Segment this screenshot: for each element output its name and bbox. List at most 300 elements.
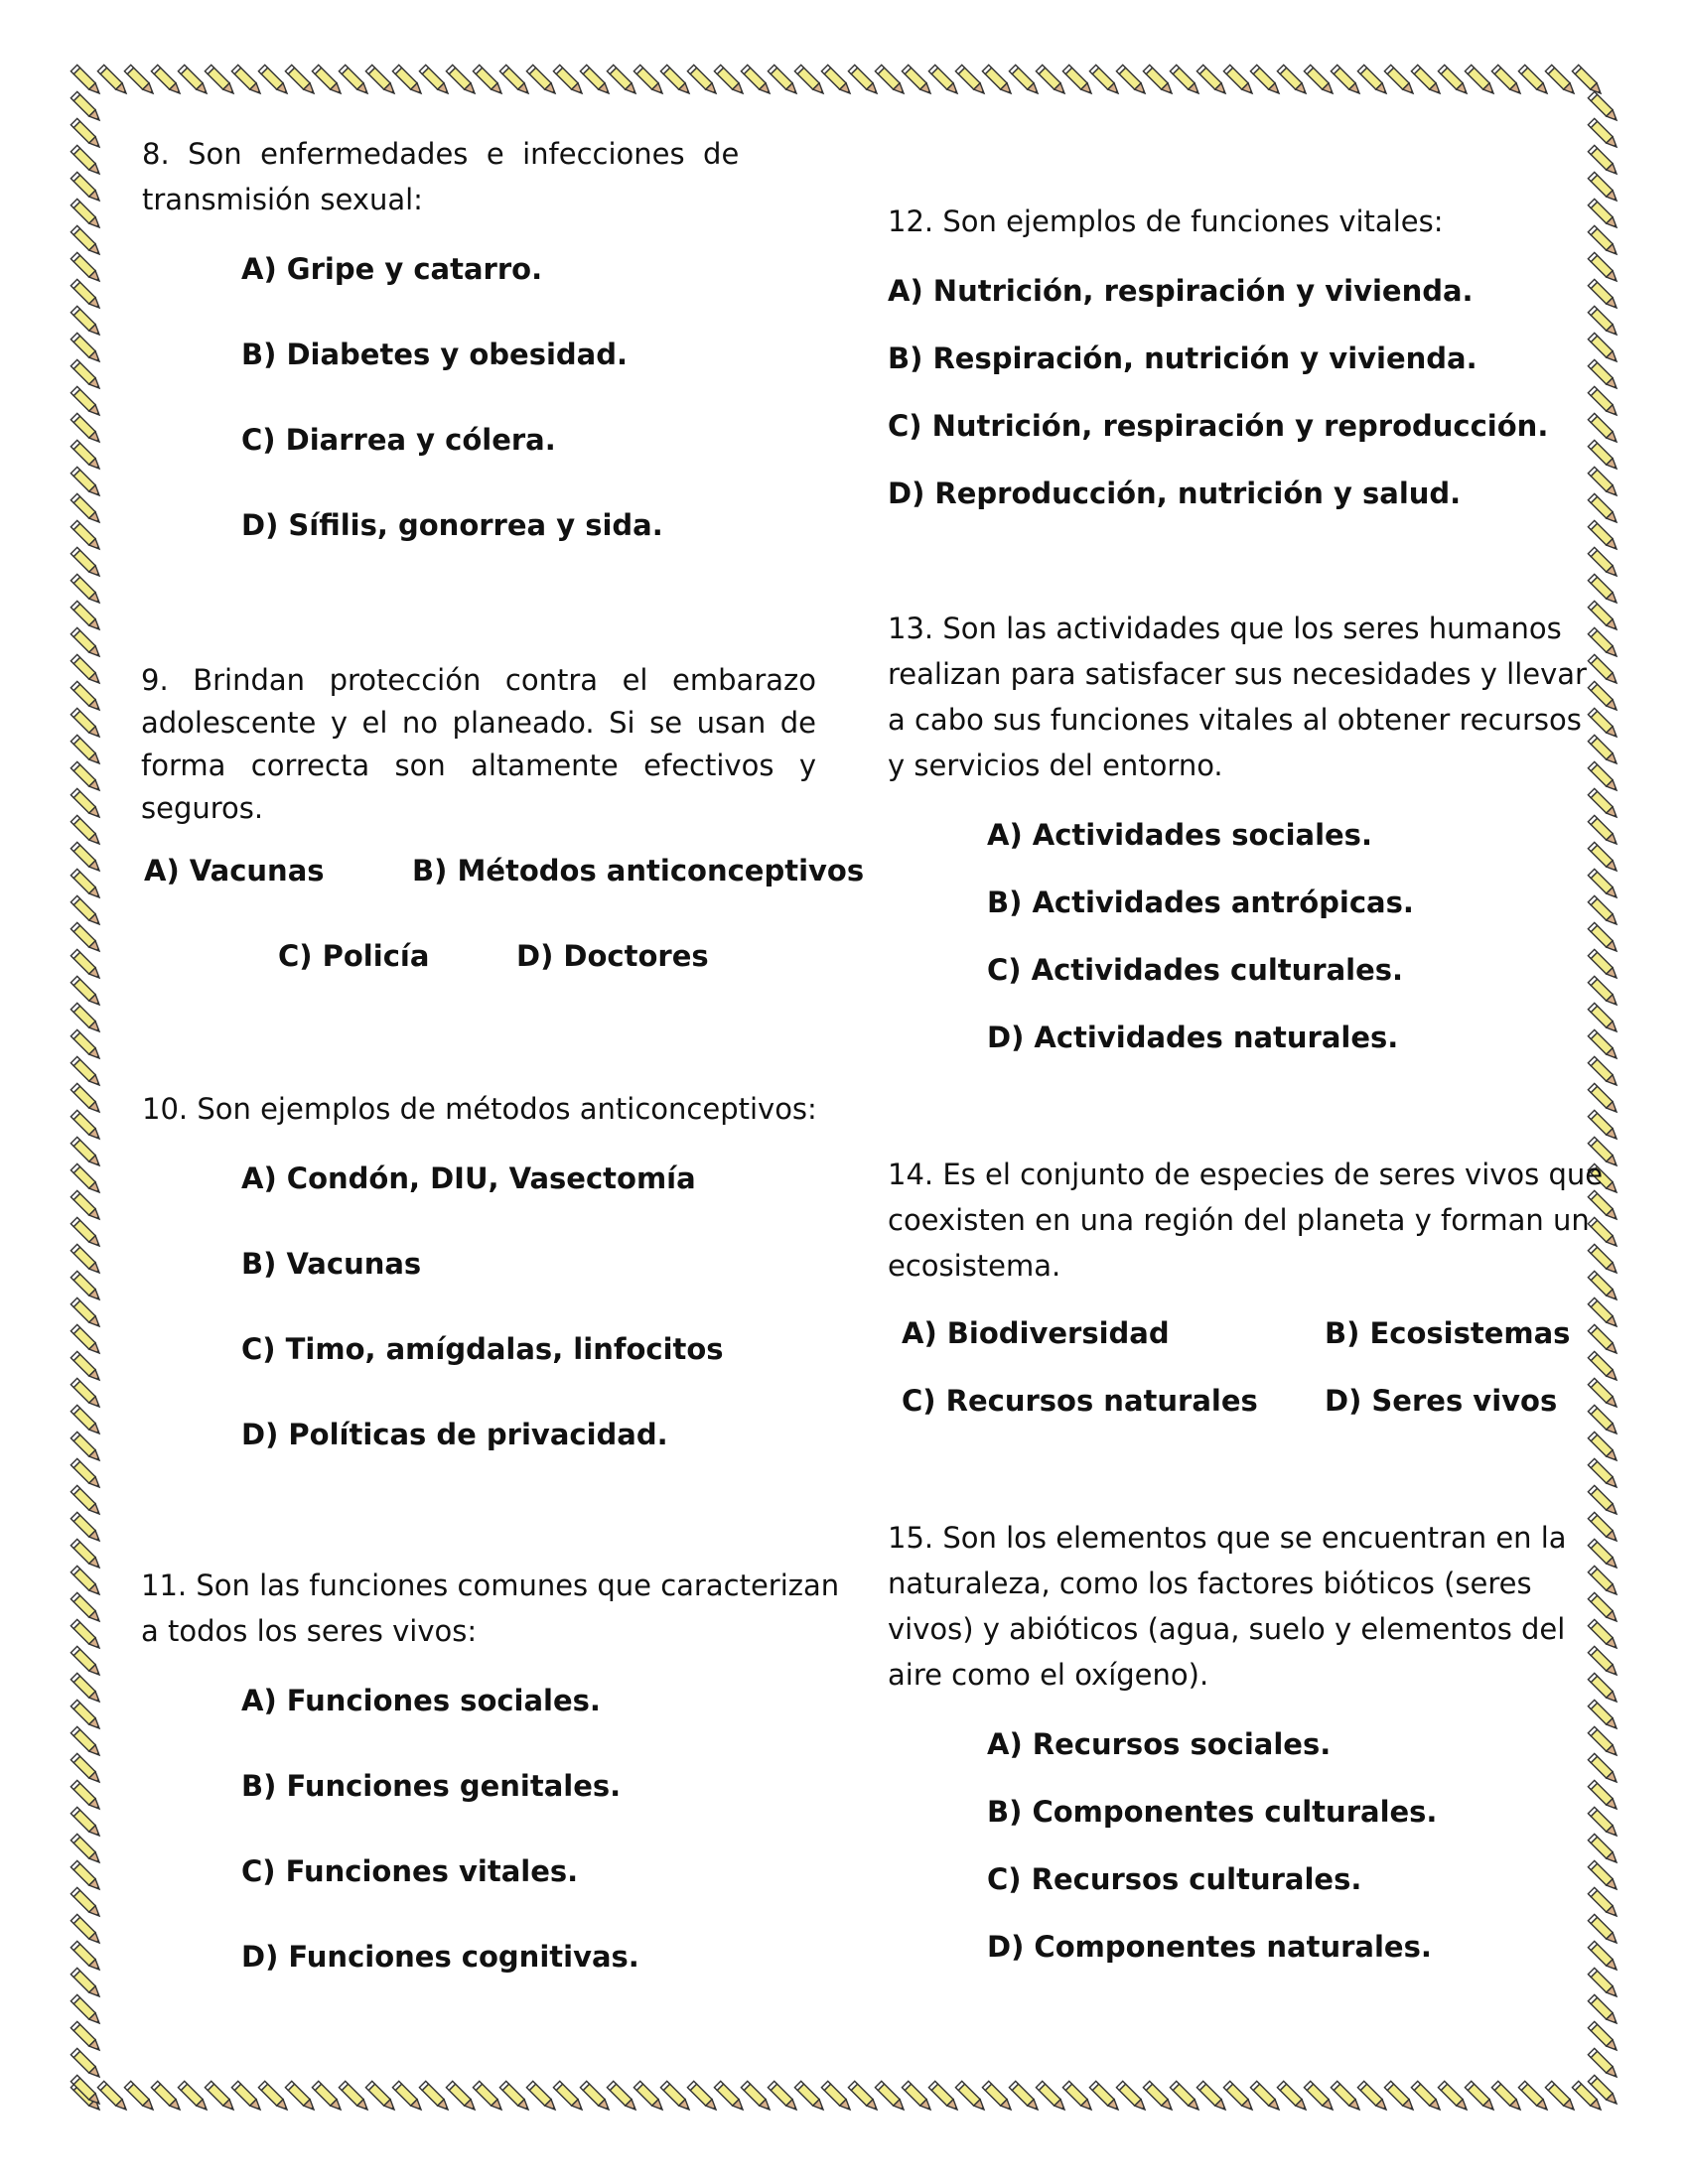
pencil-icon (794, 65, 826, 96)
pencil-icon (70, 547, 102, 579)
pencil-icon (1062, 65, 1094, 96)
question-13-stem-line-4: y servicios del entorno. (888, 749, 1223, 782)
pencil-icon (1277, 2081, 1309, 2113)
question-10-option-b[interactable]: B) Vacunas (241, 1247, 422, 1281)
pencil-icon (1588, 1003, 1619, 1034)
pencil-icon (70, 761, 102, 793)
pencil-icon (1588, 681, 1619, 713)
pencil-icon (1116, 2081, 1148, 2113)
pencil-icon (982, 65, 1014, 96)
pencil-icon (1588, 1994, 1619, 2026)
pencil-icon (124, 65, 156, 96)
pencil-icon (1304, 65, 1336, 96)
pencil-icon (1588, 1941, 1619, 1973)
question-12-option-c[interactable]: C) Nutrición, respiración y reproducción. (888, 409, 1549, 443)
pencil-icon (1357, 2081, 1389, 2113)
pencil-icon (70, 949, 102, 981)
pencil-icon (1588, 1458, 1619, 1490)
pencil-icon (1170, 2081, 1201, 2113)
pencil-icon (70, 306, 102, 338)
pencil-icon (70, 1592, 102, 1624)
question-10-option-d[interactable]: D) Políticas de privacidad. (241, 1418, 668, 1451)
pencil-icon (392, 65, 424, 96)
pencil-icon (1588, 2048, 1619, 2080)
question-15-option-d[interactable]: D) Componentes naturales. (987, 1930, 1432, 1964)
pencil-icon (1588, 1646, 1619, 1678)
pencil-icon (70, 1566, 102, 1597)
question-14-option-b[interactable]: B) Ecosistemas (1325, 1316, 1571, 1350)
pencil-icon (1588, 1512, 1619, 1544)
pencil-icon (70, 1029, 102, 1061)
pencil-icon (1465, 2081, 1496, 2113)
pencil-icon (70, 1271, 102, 1302)
pencil-icon (1588, 1726, 1619, 1758)
pencil-icon (1588, 1297, 1619, 1329)
pencil-icon (1588, 708, 1619, 740)
pencil-icon (70, 118, 102, 150)
pencil-icon (70, 788, 102, 820)
pencil-icon (70, 359, 102, 391)
pencil-icon (526, 65, 558, 96)
pencil-icon (794, 2081, 826, 2113)
pencil-icon (1588, 1271, 1619, 1302)
question-8-option-a[interactable]: A) Gripe y catarro. (241, 252, 543, 286)
pencil-icon (70, 493, 102, 525)
pencil-icon (70, 467, 102, 498)
pencil-icon (1588, 601, 1619, 632)
pencil-icon (1588, 1860, 1619, 1892)
pencil-icon (178, 65, 210, 96)
pencil-icon (1588, 895, 1619, 927)
pencil-icon (70, 1860, 102, 1892)
pencil-icon (1250, 65, 1282, 96)
pencil-icon (1438, 65, 1470, 96)
pencil-icon (70, 413, 102, 445)
pencil-icon (365, 2081, 397, 2113)
pencil-icon (1384, 65, 1416, 96)
pencil-icon (1518, 2081, 1550, 2113)
pencil-icon (1588, 91, 1619, 123)
pencil-icon (70, 681, 102, 713)
pencil-icon (1411, 65, 1443, 96)
pencil-icon (70, 1619, 102, 1651)
pencil-icon (70, 842, 102, 874)
pencil-icon (1588, 1807, 1619, 1839)
question-15-stem-line-2: naturaleza, como los factores bióticos (seres (888, 1567, 1532, 1600)
pencil-icon (231, 2081, 263, 2113)
pencil-icon (1588, 145, 1619, 177)
pencil-icon (70, 869, 102, 900)
pencil-icon (1588, 2021, 1619, 2053)
pencil-icon (1588, 306, 1619, 338)
pencil-icon (258, 2081, 290, 2113)
question-11-option-a[interactable]: A) Funciones sociales. (241, 1684, 601, 1717)
pencil-icon (70, 1726, 102, 1758)
pencil-icon (70, 1807, 102, 1839)
pencil-icon (1588, 788, 1619, 820)
pencil-icon (70, 627, 102, 659)
question-10-option-a[interactable]: A) Condón, DIU, Vasectomía (241, 1161, 696, 1195)
pencil-icon (205, 65, 236, 96)
pencil-icon (1588, 1083, 1619, 1115)
pencil-icon (70, 1137, 102, 1168)
question-13-option-a[interactable]: A) Actividades sociales. (987, 818, 1372, 852)
pencil-icon (687, 2081, 719, 2113)
pencil-icon (1170, 65, 1201, 96)
pencil-icon (1588, 761, 1619, 793)
question-9-option-a[interactable]: A) Vacunas (144, 854, 325, 887)
question-9-option-b[interactable]: B) Métodos anticonceptivos (412, 854, 865, 887)
pencil-icon (70, 1244, 102, 1276)
pencil-icon (70, 1700, 102, 1731)
pencil-icon (982, 2081, 1014, 2113)
pencil-icon (1009, 2081, 1041, 2113)
pencil-icon (70, 1110, 102, 1142)
question-11-stem-line-1: 11. Son las funciones comunes que caracterizan (141, 1569, 840, 1602)
pencil-icon (124, 2081, 156, 2113)
pencil-icon (70, 279, 102, 311)
pencil-icon (1588, 493, 1619, 525)
pencil-icon (70, 1914, 102, 1946)
pencil-icon (70, 1780, 102, 1812)
pencil-icon (1588, 1351, 1619, 1383)
pencil-icon (70, 1190, 102, 1222)
pencil-icon (1588, 1324, 1619, 1356)
pencil-icon (1588, 1029, 1619, 1061)
pencil-icon (1588, 1056, 1619, 1088)
pencil-icon (1588, 1378, 1619, 1410)
question-13-option-b[interactable]: B) Actividades antrópicas. (987, 886, 1414, 919)
pencil-icon (205, 2081, 236, 2113)
pencil-icon (1572, 65, 1604, 96)
pencil-icon (1588, 922, 1619, 954)
pencil-icon (1588, 333, 1619, 364)
pencil-icon (70, 145, 102, 177)
pencil-icon (70, 1405, 102, 1436)
pencil-icon (1588, 1780, 1619, 1812)
pencil-icon (633, 65, 665, 96)
pencil-icon (70, 1512, 102, 1544)
pencil-icon (178, 2081, 210, 2113)
pencil-icon (70, 601, 102, 632)
pencil-icon (151, 65, 183, 96)
pencil-icon (231, 65, 263, 96)
pencil-icon (1223, 2081, 1255, 2113)
pencil-icon (1588, 413, 1619, 445)
question-12-option-b[interactable]: B) Respiración, nutrición y vivienda. (888, 341, 1477, 375)
pencil-icon (419, 2081, 451, 2113)
question-15-option-a[interactable]: A) Recursos sociales. (987, 1727, 1332, 1761)
question-13-stem-line-1: 13. Son las actividades que los seres humanos (888, 612, 1562, 645)
pencil-icon (151, 2081, 183, 2113)
question-14-option-a[interactable]: A) Biodiversidad (902, 1316, 1170, 1350)
question-14-option-c[interactable]: C) Recursos naturales (902, 1384, 1258, 1418)
pencil-icon (633, 2081, 665, 2113)
pencil-icon (70, 1994, 102, 2026)
pencil-icon (1588, 252, 1619, 284)
question-13-option-c[interactable]: C) Actividades culturales. (987, 953, 1404, 987)
pencil-icon (1588, 842, 1619, 874)
pencil-icon (70, 1378, 102, 1410)
pencil-icon (1588, 574, 1619, 606)
question-14-stem-line-1: 14. Es el conjunto de especies de seres vivos que (888, 1158, 1604, 1191)
pencil-icon (70, 172, 102, 204)
pencil-icon (419, 65, 451, 96)
pencil-icon (1588, 1887, 1619, 1919)
pencil-icon (1588, 1619, 1619, 1651)
pencil-icon (70, 574, 102, 606)
pencil-icon (446, 2081, 478, 2113)
pencil-icon (1357, 65, 1389, 96)
pencil-icon (70, 1324, 102, 1356)
pencil-icon (1588, 1566, 1619, 1597)
question-15-stem-line-3: vivos) y abióticos (agua, suelo y elementos del (888, 1612, 1566, 1646)
pencil-icon (1491, 65, 1523, 96)
pencil-icon (1588, 467, 1619, 498)
pencil-icon (70, 252, 102, 284)
question-9-option-d[interactable]: D) Doctores (516, 939, 709, 973)
pencil-icon (1588, 627, 1619, 659)
pencil-icon (70, 440, 102, 472)
question-13-stem-line-2: realizan para satisfacer sus necesidades y llevar (888, 657, 1587, 691)
pencil-icon (70, 1056, 102, 1088)
pencil-icon (1588, 869, 1619, 900)
pencil-icon (1588, 547, 1619, 579)
pencil-icon (1545, 2081, 1577, 2113)
question-15-stem-line-4: aire como el oxígeno). (888, 1658, 1209, 1692)
question-9-option-c[interactable]: C) Policía (278, 939, 430, 973)
pencil-icon (1331, 65, 1362, 96)
pencil-icon (1588, 1968, 1619, 1999)
pencil-icon (70, 735, 102, 766)
pencil-icon (70, 1458, 102, 1490)
question-11-stem-line-2: a todos los seres vivos: (141, 1614, 478, 1648)
pencil-icon (768, 2081, 799, 2113)
pencil-icon (285, 65, 317, 96)
pencil-icon (70, 1003, 102, 1034)
pencil-icon (1036, 65, 1067, 96)
pencil-icon (70, 225, 102, 257)
pencil-icon (1588, 118, 1619, 150)
pencil-icon (607, 65, 638, 96)
pencil-icon (1465, 65, 1496, 96)
pencil-icon (1009, 65, 1041, 96)
pencil-icon (1089, 65, 1121, 96)
pencil-icon (875, 2081, 907, 2113)
pencil-icon (1588, 815, 1619, 847)
pencil-icon (1588, 1673, 1619, 1705)
pencil-icon (70, 333, 102, 364)
pencil-icon (70, 1887, 102, 1919)
pencil-icon (1438, 2081, 1470, 2113)
pencil-icon (499, 2081, 531, 2113)
pencil-icon (1411, 2081, 1443, 2113)
pencil-icon (821, 2081, 853, 2113)
pencil-icon (70, 65, 102, 96)
pencil-icon (1588, 1700, 1619, 1731)
pencil-icon (499, 65, 531, 96)
pencil-icon (848, 65, 880, 96)
pencil-icon (1588, 654, 1619, 686)
pencil-icon (875, 65, 907, 96)
pencil-icon (1588, 1432, 1619, 1463)
pencil-icon (1588, 976, 1619, 1008)
pencil-icon (553, 2081, 585, 2113)
pencil-icon (928, 2081, 960, 2113)
question-8-option-d[interactable]: D) Sífilis, gonorrea y sida. (241, 508, 663, 542)
pencil-icon (1588, 225, 1619, 257)
pencil-icon (1518, 65, 1550, 96)
question-14-option-d[interactable]: D) Seres vivos (1325, 1384, 1558, 1418)
pencil-icon (70, 2021, 102, 2053)
pencil-icon (1331, 2081, 1362, 2113)
pencil-icon (660, 2081, 692, 2113)
question-12-option-d[interactable]: D) Reproducción, nutrición y salud. (888, 477, 1462, 510)
question-14-stem-line-2: coexisten en una región del planeta y forman un (888, 1203, 1590, 1237)
pencil-icon (473, 65, 504, 96)
pencil-icon (1588, 359, 1619, 391)
pencil-icon (1588, 735, 1619, 766)
pencil-icon (312, 2081, 344, 2113)
pencil-icon (768, 65, 799, 96)
pencil-icon (1196, 2081, 1228, 2113)
pencil-icon (1588, 1485, 1619, 1517)
pencil-icon (1588, 279, 1619, 311)
pencil-icon (70, 1083, 102, 1115)
pencil-icon (660, 65, 692, 96)
pencil-icon (1588, 1217, 1619, 1249)
pencil-icon (1089, 2081, 1121, 2113)
pencil-icon (1588, 520, 1619, 552)
pencil-icon (70, 1968, 102, 1999)
pencil-icon (1588, 1914, 1619, 1946)
pencil-icon (70, 895, 102, 927)
pencil-icon (1545, 65, 1577, 96)
pencil-icon (1588, 1834, 1619, 1865)
pencil-icon (1588, 1110, 1619, 1142)
question-11-option-b[interactable]: B) Funciones genitales. (241, 1769, 622, 1803)
pencil-icon (1588, 1753, 1619, 1785)
question-12-option-a[interactable]: A) Nutrición, respiración y vivienda. (888, 274, 1474, 308)
pencil-icon (70, 386, 102, 418)
pencil-icon (70, 1432, 102, 1463)
pencil-icon (1196, 65, 1228, 96)
pencil-icon (70, 1673, 102, 1705)
pencil-icon (526, 2081, 558, 2113)
question-8-stem-line-2: transmisión sexual: (142, 183, 423, 216)
question-15-option-b[interactable]: B) Componentes culturales. (987, 1795, 1438, 1829)
pencil-icon (339, 65, 370, 96)
pencil-icon (258, 65, 290, 96)
pencil-icon (902, 65, 933, 96)
pencil-icon (70, 922, 102, 954)
pencil-icon (97, 65, 129, 96)
pencil-icon (1588, 386, 1619, 418)
pencil-icon (70, 976, 102, 1008)
pencil-icon (1250, 2081, 1282, 2113)
pencil-icon (97, 2081, 129, 2113)
pencil-icon (1588, 949, 1619, 981)
pencil-icon (714, 65, 746, 96)
pencil-icon (70, 1834, 102, 1865)
pencil-icon (1384, 2081, 1416, 2113)
question-13-option-d[interactable]: D) Actividades naturales. (987, 1021, 1399, 1054)
pencil-icon (1143, 65, 1175, 96)
pencil-icon (446, 65, 478, 96)
pencil-icon (1588, 1244, 1619, 1276)
pencil-icon (392, 2081, 424, 2113)
pencil-icon (70, 520, 102, 552)
question-13-stem-line-3: a cabo sus funciones vitales al obtener recursos (888, 703, 1582, 737)
pencil-icon (70, 1163, 102, 1195)
pencil-icon (70, 1753, 102, 1785)
pencil-icon (70, 1646, 102, 1678)
pencil-icon (607, 2081, 638, 2113)
question-8-stem-line-1: 8. Son enfermedades e infecciones de (142, 137, 740, 171)
pencil-icon (1588, 199, 1619, 230)
pencil-icon (365, 65, 397, 96)
pencil-icon (741, 2081, 773, 2113)
pencil-icon (1223, 65, 1255, 96)
pencil-icon (1143, 2081, 1175, 2113)
pencil-icon (70, 1539, 102, 1570)
pencil-icon (928, 65, 960, 96)
question-11-option-d[interactable]: D) Funciones cognitivas. (241, 1940, 639, 1974)
pencil-icon (1062, 2081, 1094, 2113)
pencil-icon (70, 815, 102, 847)
pencil-icon (1588, 1405, 1619, 1436)
pencil-icon (70, 2048, 102, 2080)
pencil-icon (741, 65, 773, 96)
pencil-icon (687, 65, 719, 96)
pencil-icon (70, 1217, 102, 1249)
question-10-option-c[interactable]: C) Timo, amígdalas, linfocitos (241, 1332, 724, 1366)
pencil-icon (70, 708, 102, 740)
pencil-icon (1304, 2081, 1336, 2113)
question-8-option-c[interactable]: C) Diarrea y cólera. (241, 423, 556, 457)
pencil-icon (580, 2081, 612, 2113)
pencil-icon (553, 65, 585, 96)
pencil-icon (580, 65, 612, 96)
pencil-icon (1588, 172, 1619, 204)
pencil-icon (821, 65, 853, 96)
pencil-icon (70, 1297, 102, 1329)
pencil-icon (1036, 2081, 1067, 2113)
pencil-icon (1277, 65, 1309, 96)
pencil-icon (70, 199, 102, 230)
pencil-icon (312, 65, 344, 96)
pencil-icon (1116, 65, 1148, 96)
question-9-stem: 9. Brindan protección contra el embarazo adolescente y el no planeado. Si se usan de forma correcta son altamente efectivos y seguros. (141, 663, 816, 825)
pencil-icon (955, 65, 987, 96)
pencil-icon (70, 1941, 102, 1973)
pencil-icon (955, 2081, 987, 2113)
question-8-option-b[interactable]: B) Diabetes y obesidad. (241, 338, 629, 371)
question-15-option-c[interactable]: C) Recursos culturales. (987, 1862, 1362, 1896)
pencil-icon (1588, 440, 1619, 472)
pencil-icon (285, 2081, 317, 2113)
pencil-icon (70, 1485, 102, 1517)
question-11-option-c[interactable]: C) Funciones vitales. (241, 1854, 579, 1888)
pencil-icon (902, 2081, 933, 2113)
pencil-icon (1588, 1592, 1619, 1624)
pencil-icon (1588, 1190, 1619, 1222)
pencil-icon (1588, 1539, 1619, 1570)
pencil-icon (714, 2081, 746, 2113)
question-12-stem: 12. Son ejemplos de funciones vitales: (888, 205, 1444, 238)
pencil-icon (848, 2081, 880, 2113)
pencil-icon (70, 1351, 102, 1383)
